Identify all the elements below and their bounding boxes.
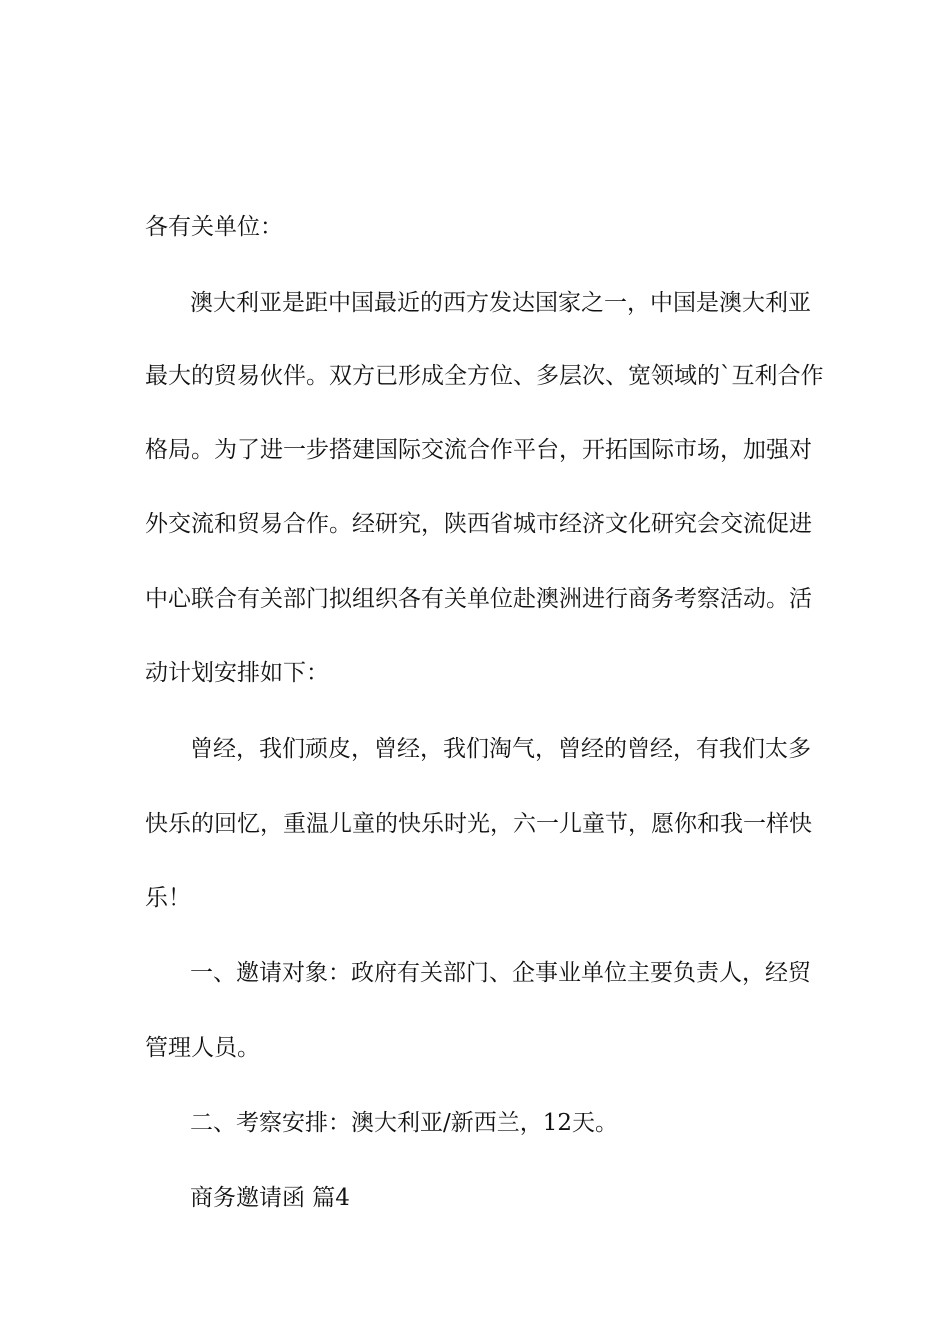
paragraph-2-line-3: 乐！: [145, 885, 191, 911]
section-heading: 商务邀请函 篇4: [190, 1185, 350, 1211]
paragraph-1-line-4: 外交流和贸易合作。经研究，陕西省城市经济文化研究会交流促进: [145, 511, 812, 537]
paragraph-1-line-3: 格局。为了进一步搭建国际交流合作平台，开拓国际市场，加强对: [145, 437, 812, 463]
paragraph-1-line-5: 中心联合有关部门拟组织各有关单位赴澳洲进行商务考察活动。活: [145, 586, 812, 612]
paragraph-2-line-2: 快乐的回忆，重温儿童的快乐时光，六一儿童节，愿你和我一样快: [145, 811, 812, 837]
section-2-line: 二、考察安排：澳大利亚/新西兰，12天。: [190, 1110, 619, 1136]
paragraph-2-line-1: 曾经，我们顽皮，曾经，我们淘气，曾经的曾经，有我们太多: [190, 736, 811, 762]
paragraph-1-line-1: 澳大利亚是距中国最近的西方发达国家之一，中国是澳大利亚: [190, 290, 811, 316]
salutation: 各有关单位：: [145, 214, 283, 240]
section-1-line-1: 一、邀请对象：政府有关部门、企事业单位主要负责人，经贸: [190, 960, 811, 986]
paragraph-1-line-2: 最大的贸易伙伴。双方已形成全方位、多层次、宽领域的`互利合作: [145, 363, 824, 389]
paragraph-1-line-6: 动计划安排如下：: [145, 660, 329, 686]
section-1-line-2: 管理人员。: [145, 1035, 260, 1061]
